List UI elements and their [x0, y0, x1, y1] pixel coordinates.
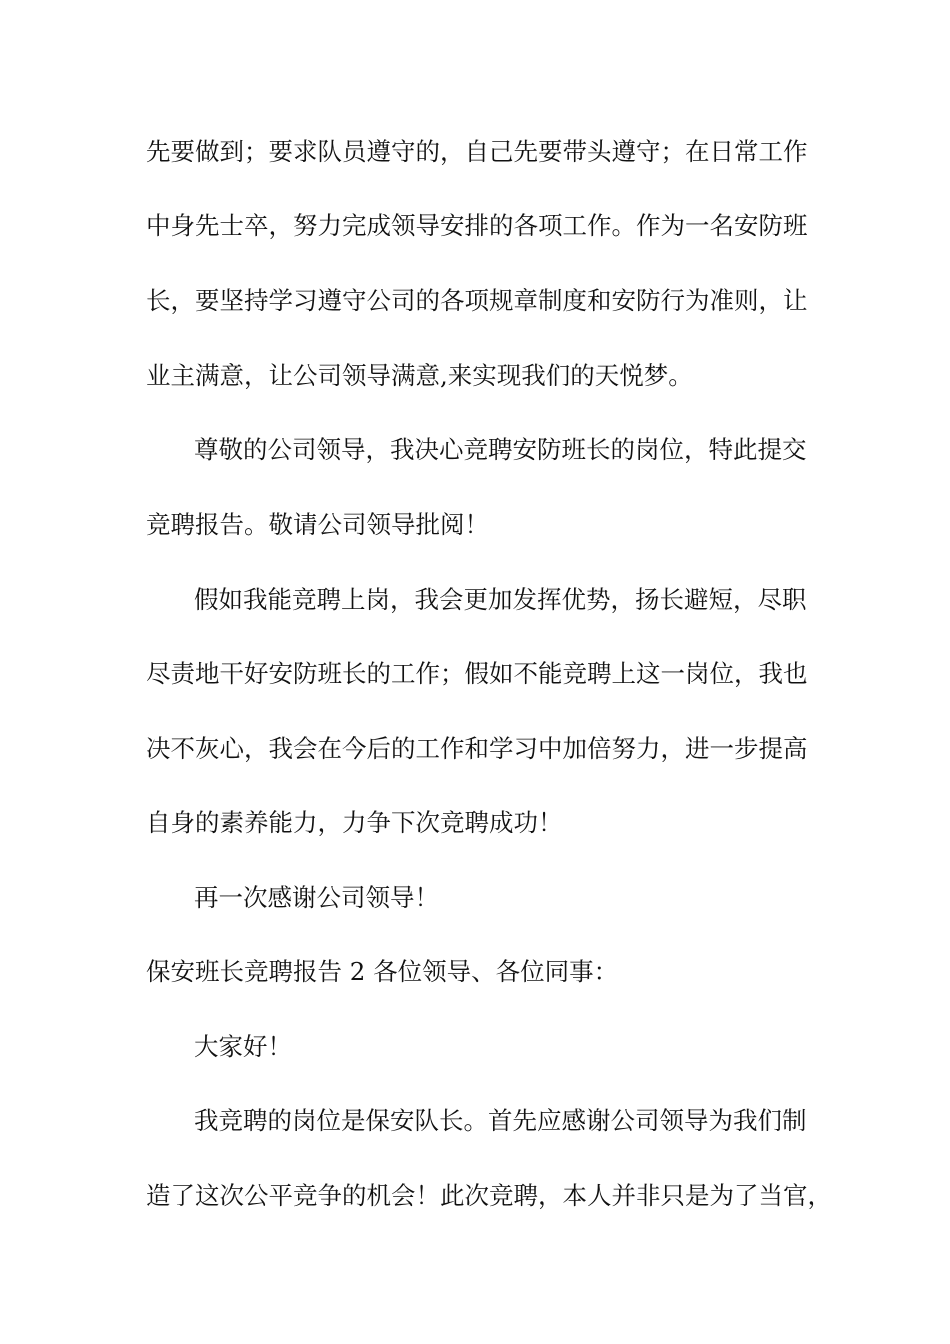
- paragraph-start-line: 再一次感谢公司领导！: [194, 883, 439, 912]
- text-line: 中身先士卒，努力完成领导安排的各项工作。作为一名安防班: [146, 211, 808, 240]
- text-line: 业主满意，让公司领导满意,来实现我们的天悦梦。: [146, 361, 693, 390]
- section-heading-line: 保安班长竞聘报告 2 各位领导、各位同事：: [146, 957, 619, 986]
- text-line: 先要做到；要求队员遵守的，自己先要带头遵守；在日常工作: [146, 137, 808, 166]
- paragraph-start-line: 假如我能竞聘上岗，我会更加发挥优势，扬长避短，尽职: [194, 585, 807, 614]
- paragraph-start-line: 我竞聘的岗位是保安队长。首先应感谢公司领导为我们制: [194, 1106, 807, 1135]
- greeting-line: 大家好！: [194, 1032, 292, 1061]
- text-line: 竞聘报告。敬请公司领导批阅！: [146, 510, 489, 539]
- paragraph-start-line: 尊敬的公司领导，我决心竞聘安防班长的岗位，特此提交: [194, 435, 807, 464]
- text-line: 自身的素养能力，力争下次竞聘成功！: [146, 808, 563, 837]
- text-line: 造了这次公平竞争的机会！此次竞聘，本人并非只是为了当官，: [146, 1181, 832, 1210]
- text-line: 尽责地干好安防班长的工作；假如不能竞聘上这一岗位，我也: [146, 659, 808, 688]
- text-line: 决不灰心，我会在今后的工作和学习中加倍努力，进一步提高: [146, 734, 808, 763]
- text-line: 长，要坚持学习遵守公司的各项规章制度和安防行为准则，让: [146, 286, 808, 315]
